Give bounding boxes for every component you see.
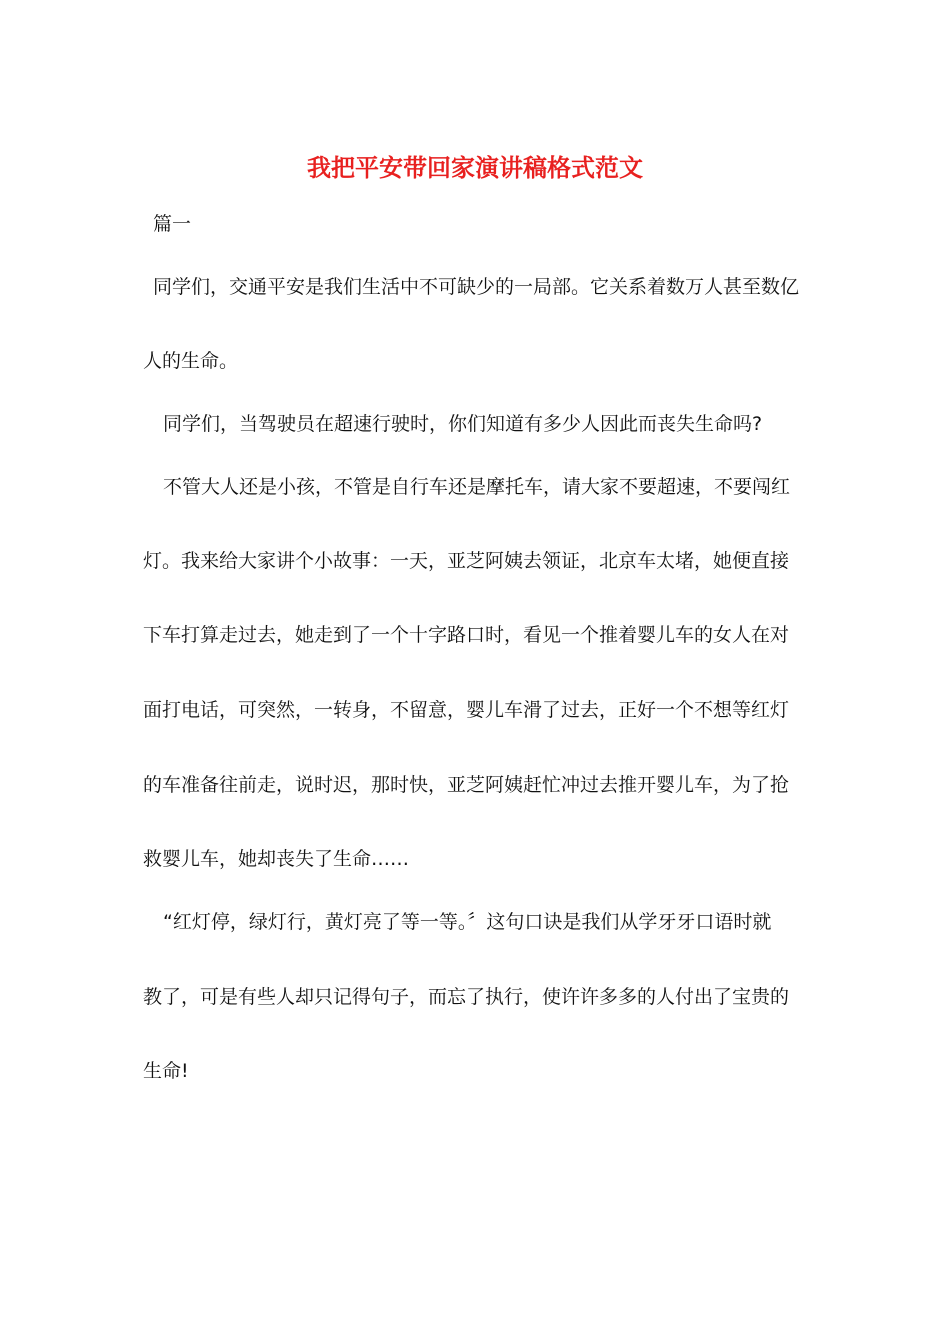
paragraph-line: 人的生命。	[143, 350, 239, 372]
paragraph-line: 的车准备往前走，说时迟，那时快，亚芝阿姨赶忙冲过去推开婴儿车，为了抢	[143, 774, 790, 796]
paragraph-line: 灯。我来给大家讲个小故事：一天，亚芝阿姨去领证，北京车太堵，她便直接	[143, 550, 790, 572]
paragraph-line: “红灯停，绿灯行，黄灯亮了等一等。〞这句口诀是我们从学牙牙口语时就	[163, 911, 772, 933]
paragraph-line: 生命!	[143, 1060, 189, 1082]
paragraph-line: 同学们，交通平安是我们生活中不可缺少的一局部。它关系着数万人甚至数亿	[153, 276, 800, 298]
paragraph-line: 不管大人还是小孩，不管是自行车还是摩托车，请大家不要超速，不要闯红	[163, 476, 791, 498]
paragraph-line: 下车打算走过去，她走到了一个十字路口时，看见一个推着婴儿车的女人在对	[143, 624, 790, 646]
section-label: 篇一	[153, 213, 192, 235]
document-title: 我把平安带回家演讲稿格式范文	[307, 153, 643, 182]
paragraph-line: 同学们，当驾驶员在超速行驶时，你们知道有多少人因此而丧失生命吗?	[163, 413, 763, 435]
paragraph-line: 面打电话，可突然，一转身，不留意，婴儿车滑了过去，正好一个不想等红灯	[143, 699, 790, 721]
paragraph-line: 教了，可是有些人却只记得句子，而忘了执行，使许许多多的人付出了宝贵的	[143, 986, 790, 1008]
paragraph-line: 救婴儿车，她却丧失了生命……	[143, 848, 410, 870]
